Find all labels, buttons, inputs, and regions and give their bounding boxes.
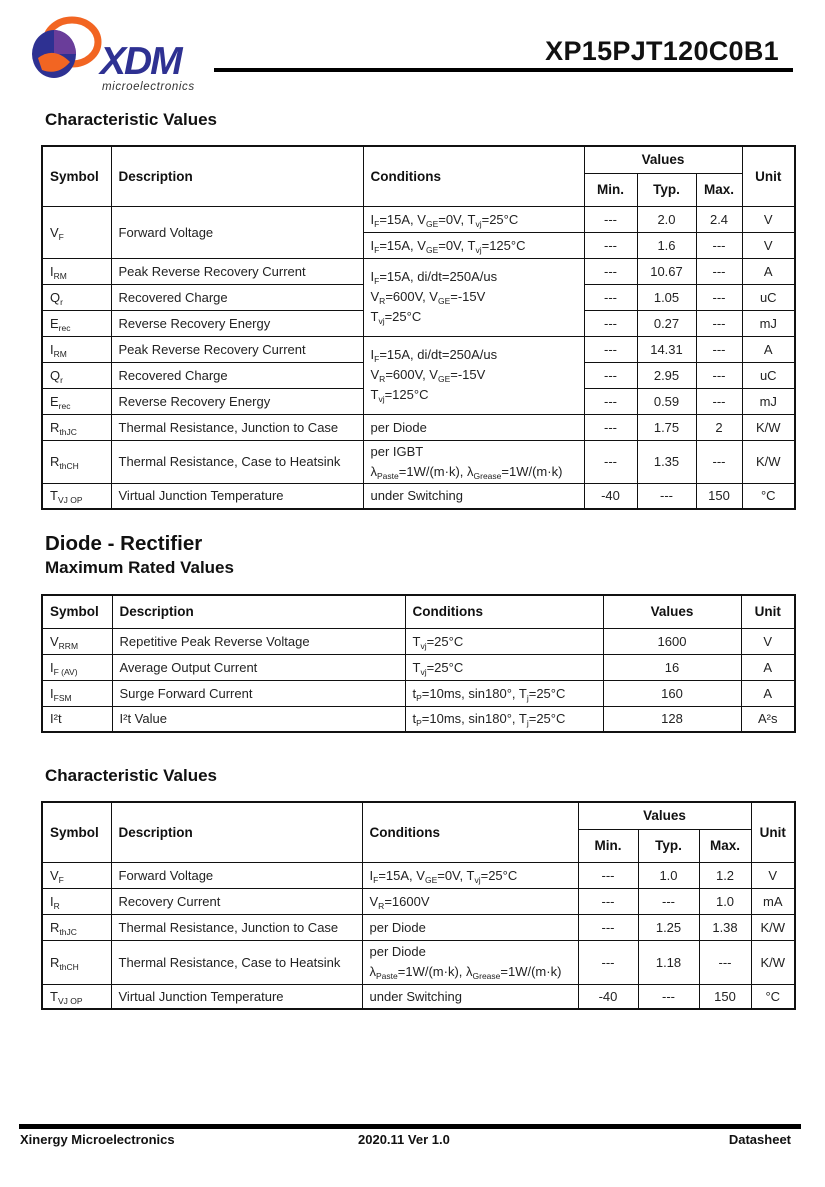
table-row	[42, 258, 795, 284]
description-cell: Reverse Recovery Energy	[111, 388, 363, 414]
unit-cell: K/W	[751, 914, 795, 940]
description-cell: Peak Reverse Recovery Current	[111, 336, 363, 362]
symbol-cell: $I_{RM}$	[42, 258, 111, 284]
conditions-cell: $I_F=15A$, di/dt=250A/us $V_R=600V$, $V_{GE}=-15V$ $T_{vj}=25^\circ C$	[363, 258, 584, 336]
table-row	[42, 414, 795, 440]
symbol-cell: $V_F$	[42, 206, 111, 258]
typ-cell: 1.25	[638, 914, 699, 940]
unit-cell: A	[741, 654, 795, 680]
unit-cell: A	[742, 258, 795, 284]
table-row	[42, 680, 795, 706]
maximum-rated-values-table	[41, 594, 796, 733]
conditions-cell: $T_{vj}=25^\circ C$	[405, 654, 603, 680]
typ-cell: ---	[638, 888, 699, 914]
table-row	[42, 706, 795, 732]
unit-cell: °C	[751, 984, 795, 1009]
symbol-cell: $R_{thJC}$	[42, 414, 111, 440]
table-row	[42, 483, 795, 509]
logo-text: XDM	[100, 40, 181, 83]
unit-cell: K/W	[742, 440, 795, 483]
company-logo	[28, 16, 208, 96]
part-number: XP15PJT120C0B1	[545, 36, 779, 66]
value-cell: 128	[603, 706, 741, 732]
header-unit: Unit	[751, 802, 795, 862]
typ-cell: 0.59	[637, 388, 696, 414]
table-row	[42, 940, 795, 984]
symbol-cell: $E_{rec}$	[42, 310, 111, 336]
min-cell: ---	[584, 362, 637, 388]
conditions-cell: $I_F=15A$, di/dt=250A/us $V_R=600V$, $V_{GE}=-15V$ $T_{vj}=125^\circ C$	[363, 336, 584, 414]
description-cell: I²t Value	[112, 706, 405, 732]
header-conditions: Conditions	[405, 595, 603, 628]
value-cell: 1600	[603, 628, 741, 654]
description-cell: Thermal Resistance, Junction to Case	[111, 414, 363, 440]
max-cell: 2	[696, 414, 742, 440]
header-values: Values	[584, 146, 742, 173]
description-cell: Reverse Recovery Energy	[111, 310, 363, 336]
description-cell: Peak Reverse Recovery Current	[111, 258, 363, 284]
unit-cell: V	[742, 232, 795, 258]
max-cell: ---	[696, 362, 742, 388]
symbol-cell: $E_{rec}$	[42, 388, 111, 414]
footer-doc-type: Datasheet	[728, 1132, 791, 1147]
max-cell: ---	[696, 232, 742, 258]
conditions-cell: $t_P=10ms$, sin180°, $T_j=25^\circ C$	[405, 680, 603, 706]
conditions-cell: $I_F=15A$, $V_{GE}=0V$, $T_{vj}=25^\circ C$	[362, 862, 578, 888]
typ-cell: 1.35	[637, 440, 696, 483]
conditions-line: per Diode	[369, 944, 426, 959]
conditions-line: per IGBT	[370, 443, 424, 459]
symbol-cell: $I_R$	[42, 888, 111, 914]
header-unit: Unit	[741, 595, 795, 628]
logo-subtitle: microelectronics	[102, 81, 195, 93]
symbol-cell: $Q_r$	[42, 284, 111, 310]
max-cell: 150	[696, 483, 742, 509]
table-row	[42, 628, 795, 654]
conditions-cell: per IGBT $\lambda_{Paste}=1W/(m\cdot k)$, $\lambda_{Grease}=1W/(m\cdot k)$	[363, 440, 584, 483]
symbol-cell: $T_{VJ OP}$	[42, 984, 111, 1009]
max-cell: 1.0	[699, 888, 751, 914]
max-cell: 1.2	[699, 862, 751, 888]
conditions-cell: $I_F=15A$, $V_{GE}=0V$, $T_{vj}=25^\circ C$	[363, 206, 584, 232]
description-cell: Recovered Charge	[111, 362, 363, 388]
description-cell: Recovery Current	[111, 888, 362, 914]
typ-cell: 1.75	[637, 414, 696, 440]
symbol-cell: $Q_r$	[42, 362, 111, 388]
symbol-cell: $T_{VJ OP}$	[42, 483, 111, 509]
unit-cell: V	[742, 206, 795, 232]
min-cell: ---	[584, 284, 637, 310]
typ-cell: ---	[638, 984, 699, 1009]
header-typ: Typ.	[638, 829, 699, 862]
min-cell: ---	[578, 914, 638, 940]
unit-cell: mJ	[742, 388, 795, 414]
section-subtitle-maximum-rated-values: Maximum Rated Values	[45, 558, 234, 577]
header-min: Min.	[584, 173, 637, 206]
min-cell: ---	[578, 862, 638, 888]
conditions-cell: under Switching	[362, 984, 578, 1009]
footer-company: Xinergy Microelectronics	[20, 1132, 175, 1147]
typ-cell: 1.6	[637, 232, 696, 258]
symbol-cell: $I_{RM}$	[42, 336, 111, 362]
table-row	[42, 440, 795, 483]
description-cell: Thermal Resistance, Case to Heatsink	[111, 440, 363, 483]
conditions-cell: per Diode	[362, 914, 578, 940]
header-conditions: Conditions	[363, 146, 584, 206]
table-row	[42, 888, 795, 914]
unit-cell: mA	[751, 888, 795, 914]
min-cell: -40	[584, 483, 637, 509]
header-description: Description	[112, 595, 405, 628]
conditions-cell: per Diode	[363, 414, 584, 440]
unit-cell: uC	[742, 362, 795, 388]
characteristic-values-table-2	[41, 801, 796, 1010]
unit-cell: A	[741, 680, 795, 706]
header-symbol: Symbol	[42, 146, 111, 206]
header-description: Description	[111, 802, 362, 862]
conditions-cell: under Switching	[363, 483, 584, 509]
max-cell: 150	[699, 984, 751, 1009]
header-unit: Unit	[742, 146, 795, 206]
section-title-characteristic-values: Characteristic Values	[45, 110, 217, 129]
description-cell: Thermal Resistance, Junction to Case	[111, 914, 362, 940]
symbol-cell: $R_{thCH}$	[42, 940, 111, 984]
description-cell: Surge Forward Current	[112, 680, 405, 706]
max-cell: ---	[696, 284, 742, 310]
footer-rule	[19, 1124, 801, 1129]
typ-cell: 1.05	[637, 284, 696, 310]
header-rule	[214, 68, 793, 72]
table-row	[42, 984, 795, 1009]
header-symbol: Symbol	[42, 802, 111, 862]
characteristic-values-table-1	[41, 145, 796, 510]
conditions-cell: $T_{vj}=25^\circ C$	[405, 628, 603, 654]
typ-cell: 2.95	[637, 362, 696, 388]
symbol-cell: $I_{F (AV)}$	[42, 654, 112, 680]
unit-cell: V	[751, 862, 795, 888]
conditions-cell: $V_R=1600V$	[362, 888, 578, 914]
header-values: Values	[603, 595, 741, 628]
symbol-cell: I²t	[42, 706, 112, 732]
symbol-cell: $V_F$	[42, 862, 111, 888]
header-values: Values	[578, 802, 751, 829]
min-cell: ---	[584, 232, 637, 258]
max-cell: ---	[696, 336, 742, 362]
typ-cell: 2.0	[637, 206, 696, 232]
description-cell: Forward Voltage	[111, 862, 362, 888]
min-cell: -40	[578, 984, 638, 1009]
header-max: Max.	[696, 173, 742, 206]
max-cell: ---	[699, 940, 751, 984]
conditions-cell: per Diode $\lambda_{Paste}=1W/(m\cdot k)$, $\lambda_{Grease}=1W/(m\cdot k)$	[362, 940, 578, 984]
header-symbol: Symbol	[42, 595, 112, 628]
description-cell: Average Output Current	[112, 654, 405, 680]
min-cell: ---	[584, 258, 637, 284]
table-row	[42, 862, 795, 888]
min-cell: ---	[584, 388, 637, 414]
header-typ: Typ.	[637, 173, 696, 206]
min-cell: ---	[584, 414, 637, 440]
description-cell: Virtual Junction Temperature	[111, 984, 362, 1009]
min-cell: ---	[584, 206, 637, 232]
footer-version: 2020.11 Ver 1.0	[358, 1132, 450, 1147]
max-cell: ---	[696, 440, 742, 483]
table-row	[42, 654, 795, 680]
min-cell: ---	[584, 310, 637, 336]
description-cell: Forward Voltage	[111, 206, 363, 258]
min-cell: ---	[578, 940, 638, 984]
min-cell: ---	[584, 336, 637, 362]
typ-cell: 14.31	[637, 336, 696, 362]
typ-cell: ---	[637, 483, 696, 509]
unit-cell: K/W	[751, 940, 795, 984]
table-row	[42, 336, 795, 362]
header-conditions: Conditions	[362, 802, 578, 862]
symbol-cell: $R_{thCH}$	[42, 440, 111, 483]
table-row	[42, 914, 795, 940]
symbol-cell: $I_{FSM}$	[42, 680, 112, 706]
unit-cell: A	[742, 336, 795, 362]
header-min: Min.	[578, 829, 638, 862]
symbol-cell: $V_{RRM}$	[42, 628, 112, 654]
section-title-diode-rectifier: Diode - Rectifier	[45, 532, 203, 555]
unit-cell: uC	[742, 284, 795, 310]
unit-cell: mJ	[742, 310, 795, 336]
description-cell: Recovered Charge	[111, 284, 363, 310]
description-cell: Repetitive Peak Reverse Voltage	[112, 628, 405, 654]
max-cell: ---	[696, 310, 742, 336]
max-cell: 1.38	[699, 914, 751, 940]
unit-cell: V	[741, 628, 795, 654]
section-title-characteristic-values-2: Characteristic Values	[45, 766, 217, 785]
unit-cell: °C	[742, 483, 795, 509]
min-cell: ---	[578, 888, 638, 914]
min-cell: ---	[584, 440, 637, 483]
max-cell: ---	[696, 258, 742, 284]
conditions-cell: $t_P=10ms$, sin180°, $T_j=25^\circ C$	[405, 706, 603, 732]
description-cell: Virtual Junction Temperature	[111, 483, 363, 509]
symbol-cell: $R_{thJC}$	[42, 914, 111, 940]
description-cell: Thermal Resistance, Case to Heatsink	[111, 940, 362, 984]
value-cell: 16	[603, 654, 741, 680]
table-row	[42, 206, 795, 232]
value-cell: 160	[603, 680, 741, 706]
max-cell: ---	[696, 388, 742, 414]
max-cell: 2.4	[696, 206, 742, 232]
conditions-cell: $I_F=15A$, $V_{GE}=0V$, $T_{vj}=125^\circ C$	[363, 232, 584, 258]
typ-cell: 1.18	[638, 940, 699, 984]
header-description: Description	[111, 146, 363, 206]
logo-swirl-icon	[28, 16, 108, 86]
unit-cell: K/W	[742, 414, 795, 440]
unit-cell: A²s	[741, 706, 795, 732]
typ-cell: 0.27	[637, 310, 696, 336]
header-max: Max.	[699, 829, 751, 862]
typ-cell: 10.67	[637, 258, 696, 284]
typ-cell: 1.0	[638, 862, 699, 888]
